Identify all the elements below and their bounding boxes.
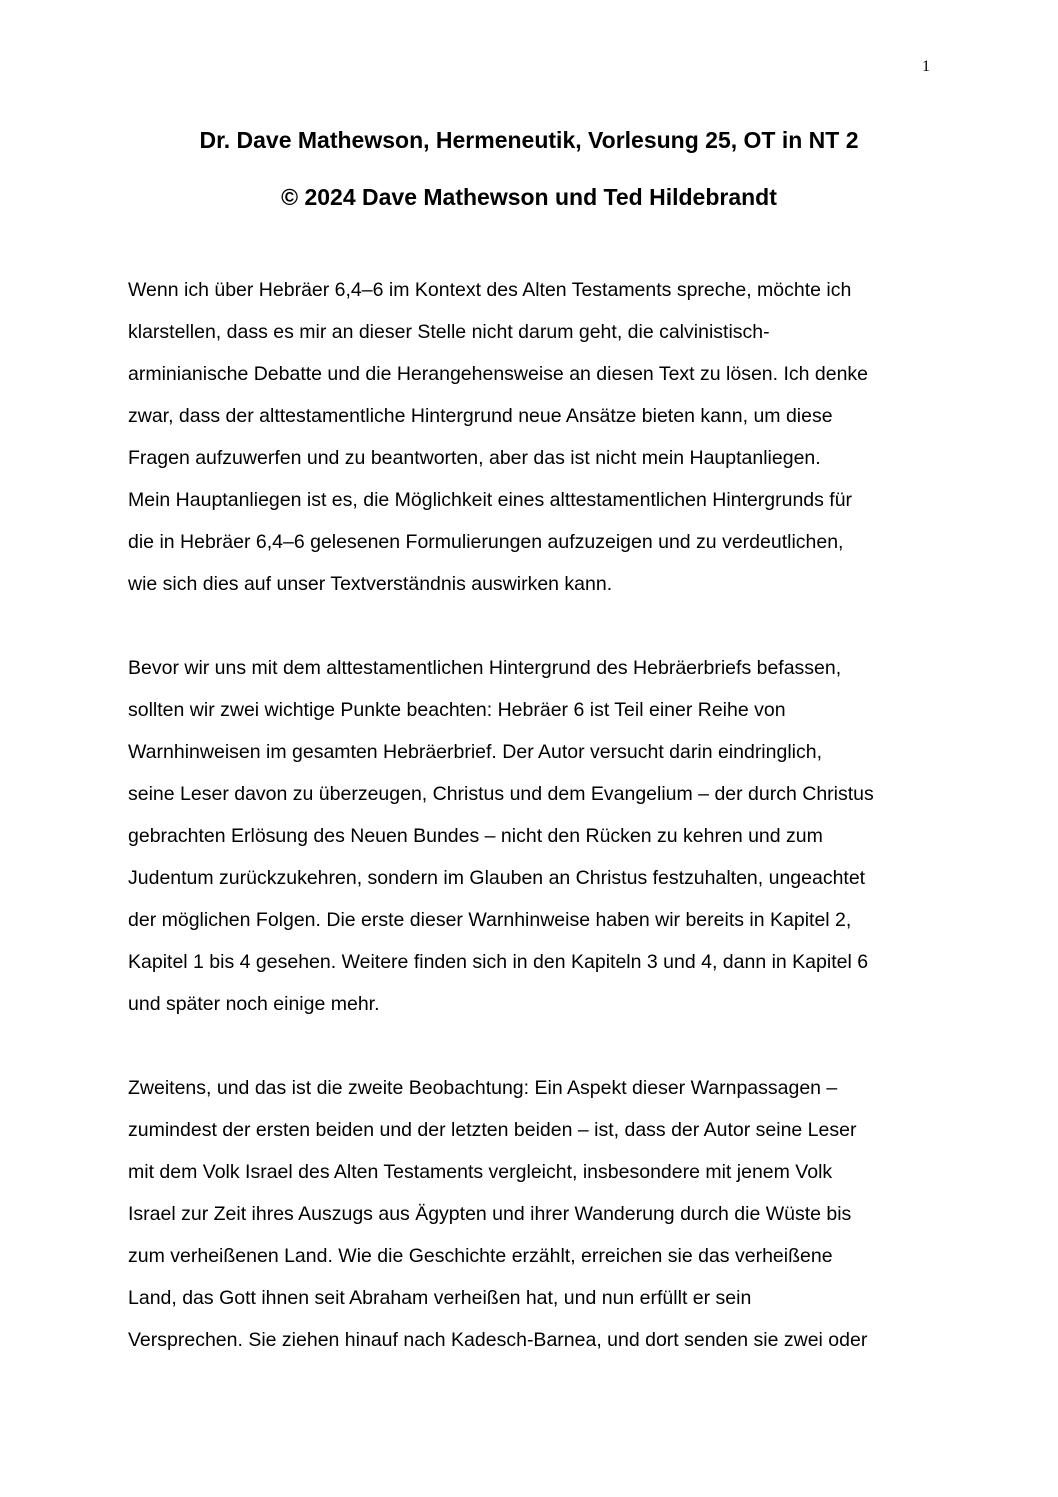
text-line: der möglichen Folgen. Die erste dieser Warnhinweise haben wir bereits in Kapitel 2, bbox=[128, 909, 852, 931]
text-line: klarstellen, dass es mir an dieser Stelle nicht darum geht, die calvinistisch- bbox=[128, 321, 770, 343]
text-line: arminianische Debatte und die Herangehensweise an diesen Text zu lösen. Ich denke bbox=[128, 363, 869, 385]
text-line: Kapitel 1 bis 4 gesehen. Weitere finden sich in den Kapiteln 3 und 4, dann in Kapitel 6 bbox=[128, 951, 869, 973]
text-line: zum verheißenen Land. Wie die Geschichte erzählt, erreichen sie das verheißene bbox=[128, 1245, 833, 1267]
text-line: Warnhinweisen im gesamten Hebräerbrief. Der Autor versucht darin eindringlich, bbox=[128, 741, 823, 763]
text-line: Israel zur Zeit ihres Auszugs aus Ägypten und ihrer Wanderung durch die Wüste bis bbox=[128, 1203, 852, 1225]
paragraph bbox=[128, 269, 938, 605]
text-line: seine Leser davon zu überzeugen, Christus und dem Evangelium – der durch Christus bbox=[128, 783, 874, 805]
paragraph bbox=[128, 647, 938, 1025]
text-line: Zweitens, und das ist die zweite Beobachtung: Ein Aspekt dieser Warnpassagen – bbox=[128, 1077, 838, 1099]
text-line: zwar, dass der alttestamentliche Hintergrund neue Ansätze bieten kann, um diese bbox=[128, 405, 833, 427]
text-line: Fragen aufzuwerfen und zu beantworten, aber das ist nicht mein Hauptanliegen. bbox=[128, 447, 821, 469]
text-line: mit dem Volk Israel des Alten Testaments vergleicht, insbesondere mit jenem Volk bbox=[128, 1161, 833, 1183]
text-line: Bevor wir uns mit dem alttestamentlichen Hintergrund des Hebräerbriefs befassen, bbox=[128, 657, 842, 679]
text-line: gebrachten Erlösung des Neuen Bundes – nicht den Rücken zu kehren und zum bbox=[128, 825, 823, 847]
copyright-line: © 2024 Dave Mathewson und Ted Hildebrandt bbox=[281, 184, 777, 210]
text-line: wie sich dies auf unser Textverständnis auswirken kann. bbox=[128, 573, 613, 595]
text-line: Judentum zurückzukehren, sondern im Glauben an Christus festzuhalten, ungeachtet bbox=[128, 867, 866, 889]
title-block bbox=[128, 112, 930, 226]
text-line: Versprechen. Sie ziehen hinauf nach Kadesch-Barnea, und dort senden sie zwei oder bbox=[128, 1329, 868, 1351]
text-line: Land, das Gott ihnen seit Abraham verheißen hat, und nun erfüllt er sein bbox=[128, 1287, 752, 1309]
text-line: die in Hebräer 6,4–6 gelesenen Formulierungen aufzuzeigen und zu verdeutlichen, bbox=[128, 531, 844, 553]
text-line: zumindest der ersten beiden und der letzten beiden – ist, dass der Autor seine Leser bbox=[128, 1119, 857, 1141]
text-line: sollten wir zwei wichtige Punkte beachten: Hebräer 6 ist Teil einer Reihe von bbox=[128, 699, 786, 721]
text-line: Mein Hauptanliegen ist es, die Möglichkeit eines alttestamentlichen Hintergrunds für bbox=[128, 489, 853, 511]
paragraph bbox=[128, 1067, 938, 1361]
document-title: Dr. Dave Mathewson, Hermeneutik, Vorlesung 25, OT in NT 2 bbox=[199, 127, 859, 153]
text-line: und später noch einige mehr. bbox=[128, 993, 380, 1015]
document-body bbox=[128, 269, 938, 1403]
text-line: Wenn ich über Hebräer 6,4–6 im Kontext des Alten Testaments spreche, möchte ich bbox=[128, 279, 852, 301]
page-number: 1 bbox=[922, 58, 930, 75]
